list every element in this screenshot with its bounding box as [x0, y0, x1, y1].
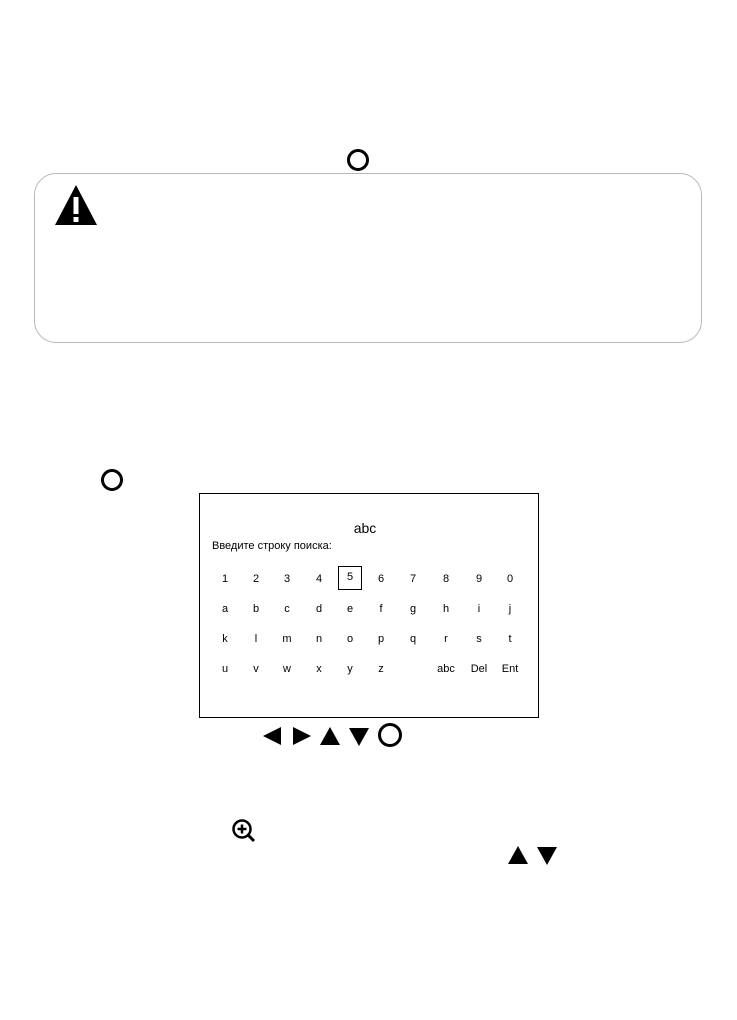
keyboard-key[interactable]: r [444, 633, 448, 645]
keyboard-key[interactable]: 1 [221, 573, 229, 585]
keyboard-key[interactable]: 0 [506, 573, 514, 585]
keyboard-key[interactable]: m [282, 633, 292, 645]
keyboard-key[interactable]: 4 [315, 573, 323, 585]
keyboard-key[interactable]: 7 [409, 573, 417, 585]
keyboard-key[interactable]: v [253, 663, 259, 675]
keyboard-key[interactable]: q [409, 633, 417, 645]
keyboard-key[interactable]: j [508, 603, 512, 615]
keyboard-key[interactable]: f [379, 603, 383, 615]
keyboard-key[interactable]: y [347, 663, 353, 675]
up-arrow-icon [319, 726, 341, 746]
keyboard-key[interactable]: 8 [442, 573, 450, 585]
keyboard-key[interactable]: z [378, 663, 384, 675]
left-arrow-icon [262, 726, 282, 746]
keyboard-key[interactable]: u [221, 663, 229, 675]
keyboard-key[interactable]: s [476, 633, 482, 645]
keyboard-key[interactable]: i [477, 603, 481, 615]
circle-button-icon [101, 469, 123, 491]
keyboard-key[interactable]: 2 [252, 573, 260, 585]
zoom-in-icon [231, 819, 259, 843]
keyboard-mode-label: abc [353, 520, 377, 536]
circle-button-icon [378, 723, 402, 747]
down-arrow-icon [348, 727, 370, 747]
keyboard-key[interactable]: Ent [501, 663, 519, 675]
keyboard-key[interactable]: 6 [377, 573, 385, 585]
keyboard-key[interactable]: l [254, 633, 258, 645]
keyboard-key[interactable]: a [221, 603, 229, 615]
keyboard-key[interactable]: b [252, 603, 260, 615]
keyboard-key[interactable]: c [284, 603, 290, 615]
search-prompt: Введите строку поиска: [212, 540, 332, 552]
warning-triangle-icon [54, 184, 98, 226]
keyboard-key[interactable]: g [409, 603, 417, 615]
keyboard-key[interactable]: k [222, 633, 228, 645]
keyboard-key[interactable]: 9 [475, 573, 483, 585]
right-arrow-icon [292, 726, 312, 746]
keyboard-key[interactable]: h [442, 603, 450, 615]
keyboard-key[interactable]: t [508, 633, 512, 645]
keyboard-key[interactable]: 3 [283, 573, 291, 585]
keyboard-key[interactable]: p [377, 633, 385, 645]
keyboard-key-selected[interactable]: 5 [338, 566, 362, 590]
keyboard-key[interactable]: x [316, 663, 322, 675]
keyboard-key[interactable]: w [283, 663, 291, 675]
keyboard-key[interactable]: Del [470, 663, 488, 675]
warning-box [34, 173, 702, 343]
keyboard-key[interactable]: o [346, 633, 354, 645]
keyboard-screen [199, 493, 539, 718]
keyboard-key[interactable]: d [315, 603, 323, 615]
keyboard-key[interactable]: n [315, 633, 323, 645]
keyboard-key[interactable]: abc [437, 663, 455, 675]
down-arrow-icon [536, 846, 558, 866]
keyboard-key[interactable]: e [346, 603, 354, 615]
up-arrow-icon [507, 845, 529, 865]
circle-button-icon [347, 149, 369, 171]
